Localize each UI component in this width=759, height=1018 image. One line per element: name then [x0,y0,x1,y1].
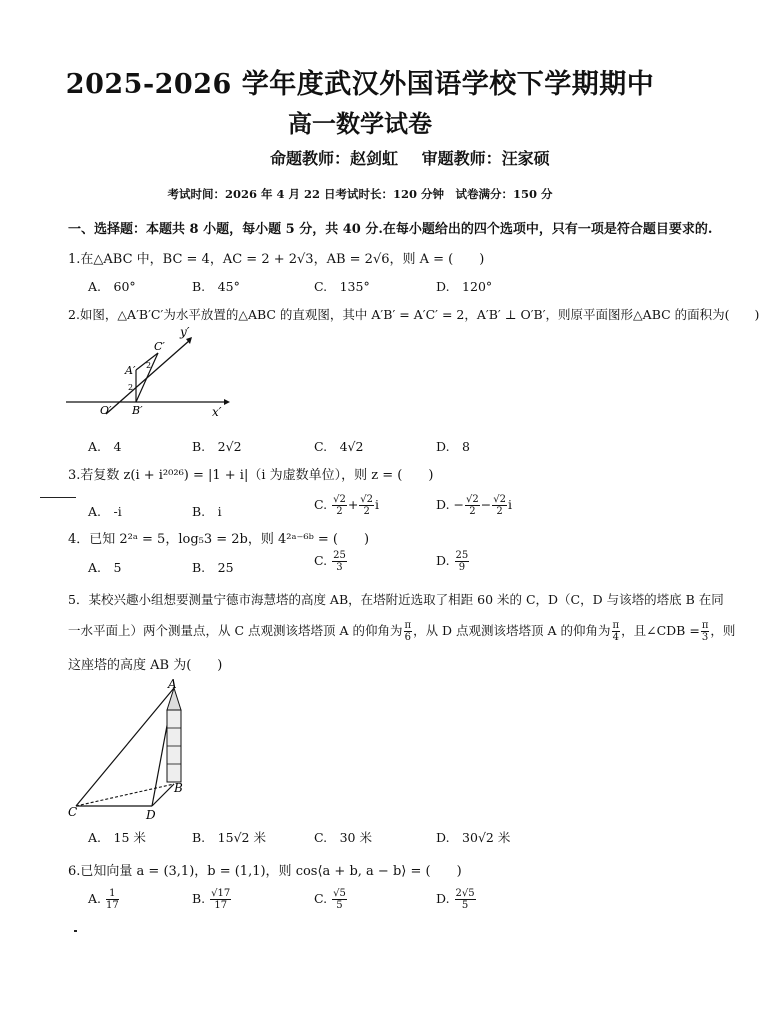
q2-option-d: D. 8 [436,439,471,454]
label-len-ac: 2 [146,361,152,370]
q1-option-a: A. 60° [88,279,136,294]
q4-option-c: C. $\frac{25}{3}$ [314,550,346,573]
question-5-line1: 5．某校兴趣小组想要测量宁德市海慧塔的高度 AB，在塔附近选取了相距 60 米的 C，D（C，D 与该塔的塔底 B 在同 [68,592,724,607]
fraction: $\frac{√2}{2}$ [333,494,346,517]
q2-option-b: B. 2√2 [192,439,242,454]
author-reviewer: 审题教师：汪家硕 [421,149,550,168]
q3-option-b: B. i [192,504,222,519]
q3-option-a: A. -i [88,504,122,519]
q4-option-d: D. $\frac{25}{9}$ [436,550,469,573]
label-b: B [174,781,183,795]
fraction: $\frac{√17}{17}$ [211,888,231,911]
question-4-stem: 4．已知 2²ᵃ = 5，log₅3 = 2b，则 4²ᵃ⁻⁶ᵇ = ( ) [68,532,370,547]
fraction: $\frac{\pi}{3}$ [701,620,709,643]
label-d: D [146,808,156,822]
q1-option-b: B. 45° [192,279,240,294]
fraction: $\frac{1}{17}$ [106,888,119,911]
q5-option-b: B. 15√2 米 [192,830,266,845]
section-heading: 一、选择题：本题共 8 小题，每小题 5 分，共 40 分.在每小题给出的四个选项中，只有一项是符合题目要求的. [68,222,713,237]
q3-option-c: C. $\frac{√2}{2}$ + $\frac{√2}{2}$ i [314,494,380,517]
q5-option-d: D. 30√2 米 [436,830,511,845]
label-c: C′ [154,340,165,353]
fraction: $\frac{\pi}{6}$ [404,620,412,643]
scan-mark [40,497,76,498]
q4-option-a: A. 5 [88,560,122,575]
q5-figure [62,676,202,822]
q6-option-b: B. $\frac{√17}{17}$ [192,888,231,911]
label-len-ab: 2 [128,383,134,392]
q5-option-c: C. 30 米 [314,830,372,845]
q6-option-c: C. $\frac{√5}{5}$ [314,888,346,911]
scan-mark [74,930,77,932]
fraction: $\frac{25}{3}$ [333,550,346,573]
x-axis-arrow [224,399,230,405]
q6-option-d: D. $\frac{2√5}{5}$ [436,888,475,911]
question-3-stem: 3.若复数 z(i + i²⁰²⁶) = |1 + i|（i 为虚数单位），则 z = ( ) [68,468,434,483]
y-axis-line [106,340,190,414]
question-6-stem: 6.已知向量 a = (3,1)，b = (1,1)，则 cos⟨a + b, a − b⟩ = ( ) [68,864,462,879]
q5-option-a: A. 15 米 [88,830,146,845]
q2-option-c: C. 4√2 [314,439,364,454]
exam-subtitle: 高一数学试卷 [288,109,432,138]
label-y: y′ [180,325,190,339]
fraction: $\frac{√2}{2}$ [466,494,479,517]
label-c: C [68,805,78,819]
fraction: $\frac{√5}{5}$ [333,888,346,911]
q2-option-a: A. 4 [88,439,122,454]
q3-option-d: D. − $\frac{√2}{2}$ − $\frac{√2}{2}$ i [436,494,512,517]
tower-spire [167,688,181,710]
segment-c-a [76,688,174,806]
fraction: $\frac{2√5}{5}$ [455,888,475,911]
label-o: O′ [100,404,112,417]
segment-c-b-dashed [76,784,174,806]
q2-figure [62,325,232,420]
fraction: $\frac{√2}{2}$ [493,494,506,517]
question-5-line2: 一水平面上）两个测量点，从 C 点观测该塔塔顶 A 的仰角为 $\frac{\pi}{6}$ ，从 D 点观测该塔塔顶 A 的仰角为 $\frac{\pi}{4}$ ，且∠CDB = $\frac{\pi}{3}$ ，则 [68,620,736,643]
question-1-stem: 1.在△ABC 中，BC = 4，AC = 2 + 2√3，AB = 2√6，则 A = ( ) [68,252,485,267]
authors-line [270,146,568,169]
fraction: $\frac{√2}{2}$ [360,494,374,517]
q1-option-d: D. 120° [436,279,493,294]
fraction: $\frac{25}{9}$ [455,550,469,573]
label-b: B′ [132,404,143,417]
label-a: A′ [125,364,136,377]
exam-info: 考试时间：2026 年 4 月 22 日考试时长：120 分钟 试卷满分：150 分 [167,187,553,201]
label-a: A [168,677,177,691]
label-x: x′ [212,405,222,419]
q4-option-b: B. 25 [192,560,234,575]
question-2-stem: 2.如图，△A′B′C′为水平放置的△ABC 的直观图，其中 A′B′ = A′C′ = 2，A′B′ ⊥ O′B′，则原平面图形△ABC 的面积为( ) [68,307,759,322]
exam-title: 2025-2026 学年度武汉外国语学校下学期期中 [65,69,655,100]
q1-option-c: C. 135° [314,279,370,294]
question-5-line3: 这座塔的高度 AB 为( ) [68,658,223,673]
author-setter: 命题教师：赵剑虹 [270,149,399,168]
fraction: $\frac{\pi}{4}$ [612,620,620,643]
q6-option-a: A. $\frac{1}{17}$ [88,888,119,911]
